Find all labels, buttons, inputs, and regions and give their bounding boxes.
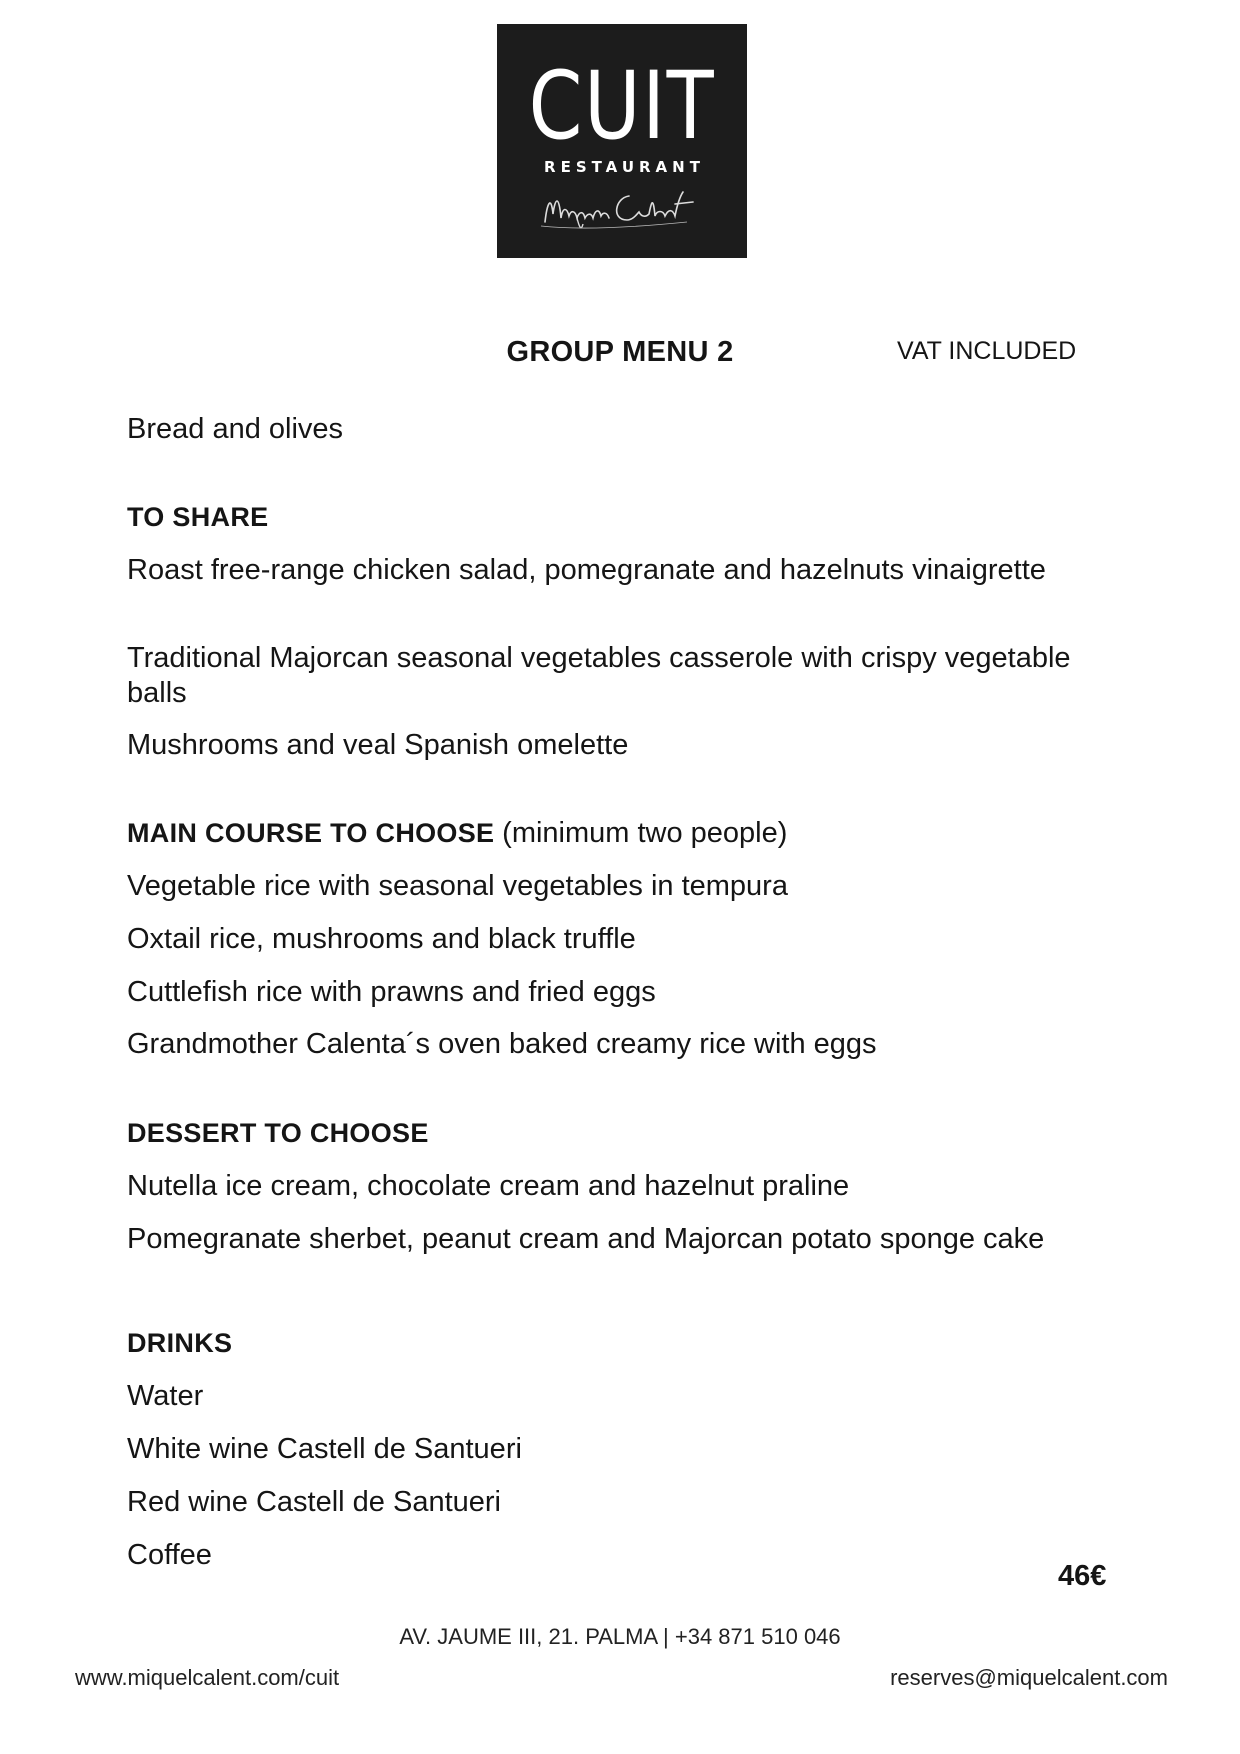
- list-item: Roast free-range chicken salad, pomegranate and hazelnuts vinaigrette: [127, 554, 1046, 586]
- footer-website-link[interactable]: www.miquelcalent.com/cuit: [75, 1665, 340, 1690]
- list-item: Oxtail rice, mushrooms and black truffle: [127, 923, 636, 955]
- section-title-main-course: [127, 816, 787, 851]
- logo-subtitle: RESTAURANT: [544, 158, 705, 176]
- section-title-main-course-label: MAIN COURSE TO CHOOSE: [127, 818, 495, 848]
- vat-note: VAT INCLUDED: [897, 337, 1077, 365]
- list-item: Vegetable rice with seasonal vegetables in tempura: [127, 870, 788, 902]
- list-item: Water: [127, 1380, 204, 1412]
- footer-address: AV. JAUME III, 21. PALMA | +34 871 510 046: [399, 1624, 841, 1649]
- list-item: Mushrooms and veal Spanish omelette: [127, 729, 629, 761]
- section-title-to-share: TO SHARE: [127, 502, 269, 532]
- menu-title: GROUP MENU 2: [506, 336, 734, 368]
- list-item: Traditional Majorcan seasonal vegetables casserole with crispy vegetable balls: [127, 642, 1071, 709]
- list-item: Coffee: [127, 1539, 212, 1571]
- starter-item: Bread and olives: [127, 413, 344, 445]
- main-course-note: (minimum two people): [502, 817, 788, 849]
- list-item: Grandmother Calenta´s oven baked creamy rice with eggs: [127, 1028, 877, 1060]
- section-title-drinks: DRINKS: [127, 1328, 233, 1358]
- list-item: Cuttlefish rice with prawns and fried eggs: [127, 976, 656, 1008]
- footer-email-link[interactable]: reserves@miquelcalent.com: [890, 1665, 1168, 1690]
- list-item: Pomegranate sherbet, peanut cream and Majorcan potato sponge cake: [127, 1223, 1045, 1255]
- restaurant-logo: [497, 24, 747, 258]
- logo-name: CUIT: [528, 52, 716, 161]
- section-title-dessert: DESSERT TO CHOOSE: [127, 1118, 429, 1148]
- menu-price: 46€: [1058, 1560, 1107, 1592]
- list-item: Red wine Castell de Santueri: [127, 1486, 501, 1518]
- list-item: White wine Castell de Santueri: [127, 1433, 522, 1465]
- signature-icon: [537, 184, 712, 234]
- list-item: Nutella ice cream, chocolate cream and hazelnut praline: [127, 1170, 850, 1202]
